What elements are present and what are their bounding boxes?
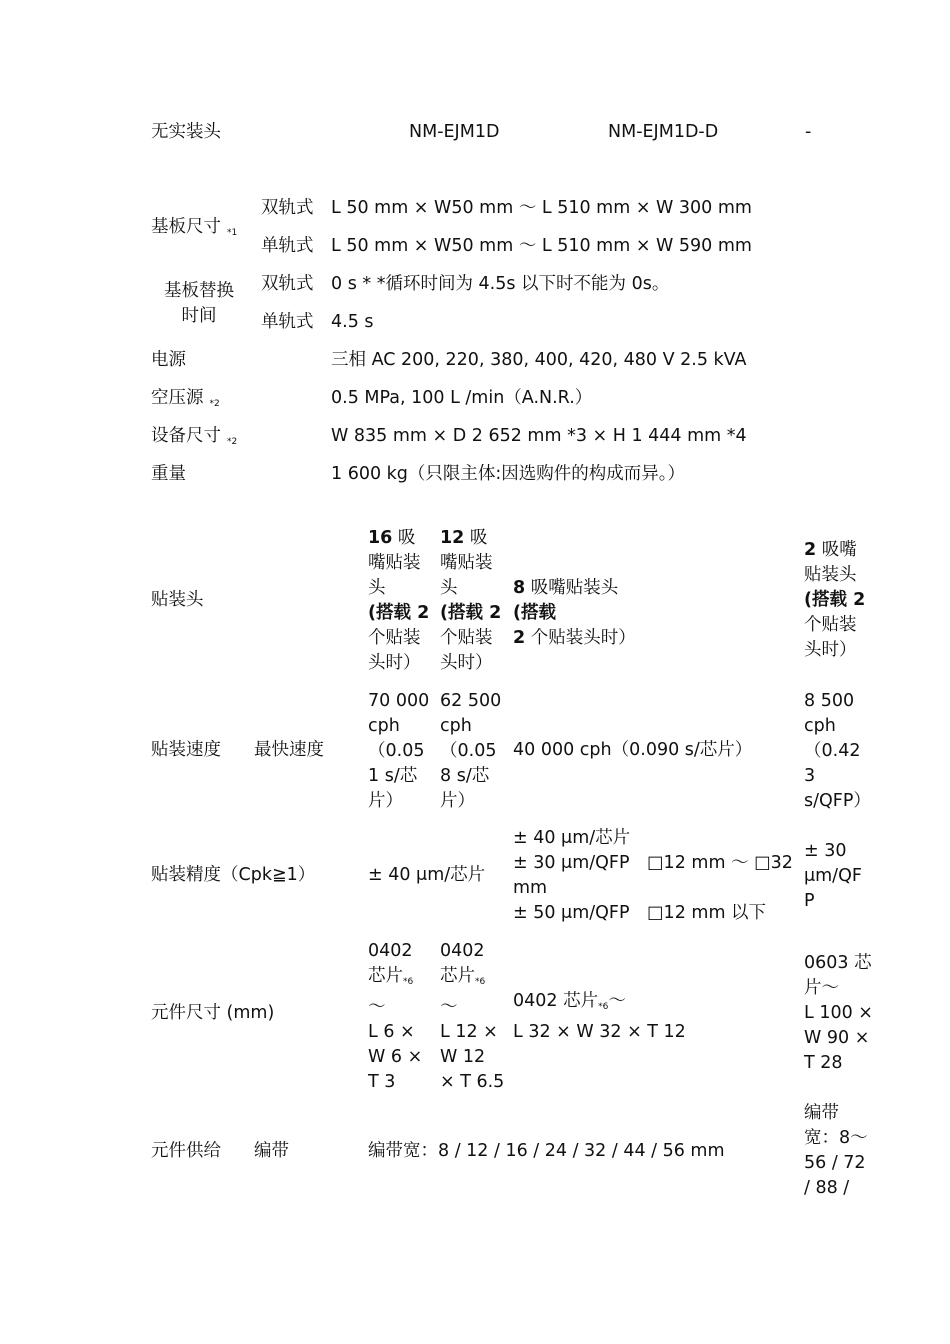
label-dual-rail: 双轨式 [261,198,314,218]
component-16-nozzle: 0402 芯片*6 ～ L 6 × W 6 × T 3 [368,941,423,1092]
tape-width-value: 编带宽：8 / 12 / 16 / 24 / 32 / 44 / 56 mm [368,1141,725,1161]
accuracy-16-12-nozzle: ± 40 μm/芯片 [368,865,486,885]
tape-width-2-nozzle: 编带 宽：8～ 56 / 72 / 88 / [804,1103,868,1198]
label-machine-dimension: 设备尺寸 $_{*2}$ [151,426,238,447]
label-placement-speed: 贴装速度 [151,740,221,760]
label-max-speed: 最快速度 [254,740,324,760]
label-board-change-time: 基板替换 时间 [164,281,234,326]
label-placement-accuracy: 贴装精度（Cpk≧1） [151,865,316,885]
label-power: 电源 [151,350,186,370]
label-no-head: 无实装头 [151,122,221,142]
speed-2-nozzle: 8 500 cph （0.42 3 s/QFP） [804,691,871,811]
speed-16-nozzle: 70 000 cph （0.05 1 s/芯 片） [368,691,430,811]
label-component-supply: 元件供给 [151,1141,221,1161]
power-value: 三相 AC 200, 220, 380, 400, 420, 480 V 2.5 kVA [331,350,747,370]
label-single-rail-2: 单轨式 [261,312,314,332]
board-size-single-value: L 50 mm × W50 mm ～ L 510 mm × W 590 mm [331,236,752,256]
board-size-dual-value: L 50 mm × W50 mm ～ L 510 mm × W 300 mm [331,198,752,218]
model-nm-ejm1d-d: NM-EJM1D-D [608,122,719,142]
board-change-dual-value: 0 s * *循环时间为 4.5s 以下时不能为 0s。 [331,274,670,294]
label-single-rail: 单轨式 [261,236,314,256]
head-8-nozzle: 8 吸嘴贴装头 (搭载 2 个贴装头时） [513,578,636,648]
air-supply-value: 0.5 MPa, 100 L /min（A.N.R.） [331,388,593,408]
label-tape: 编带 [254,1141,289,1161]
component-12-nozzle: 0402 芯片*6 ～ L 12 × W 12 × T 6.5 [440,941,505,1092]
label-dual-rail-2: 双轨式 [261,274,314,294]
head-2-nozzle: 2 吸嘴 贴装头 (搭载 2 个贴装 头时） [804,540,866,660]
label-weight: 重量 [151,464,186,484]
accuracy-2-nozzle: ± 30 μm/QF P [804,841,862,911]
speed-12-nozzle: 62 500 cph （0.05 8 s/芯 片） [440,691,502,811]
board-change-single-value: 4.5 s [331,312,374,332]
head-16-nozzle: 16 吸 嘴贴装 头 (搭载 2 个贴装 头时） [368,528,430,673]
model-dash: - [805,122,812,142]
label-air-supply: 空压源 $_{*2}$ [151,388,220,409]
head-12-nozzle: 12 吸 嘴贴装 头 (搭载 2 个贴装 头时） [440,528,502,673]
machine-dimension-value: W 835 mm × D 2 652 mm *3 × H 1 444 mm *4 [331,426,747,446]
label-component-size: 元件尺寸 (mm) [151,1003,275,1023]
component-2-nozzle: 0603 芯 片～ L 100 × W 90 × T 28 [804,953,873,1073]
label-board-size: 基板尺寸 $_{*1}$ [151,217,238,238]
weight-value: 1 600 kg（只限主体:因选购件的构成而异。） [331,464,686,484]
label-placement-head: 贴装头 [151,590,204,610]
model-nm-ejm1d: NM-EJM1D [409,122,500,142]
speed-8-nozzle: 40 000 cph（0.090 s/芯片） [513,740,753,760]
accuracy-8-nozzle: ± 40 μm/芯片 ± 30 μm/QFP □12 mm ～ □32 mm ± 50 μm/QFP □12 mm 以下 [513,828,793,923]
component-8-nozzle: 0402 芯片*6～ L 32 × W 32 × T 12 [513,991,686,1042]
